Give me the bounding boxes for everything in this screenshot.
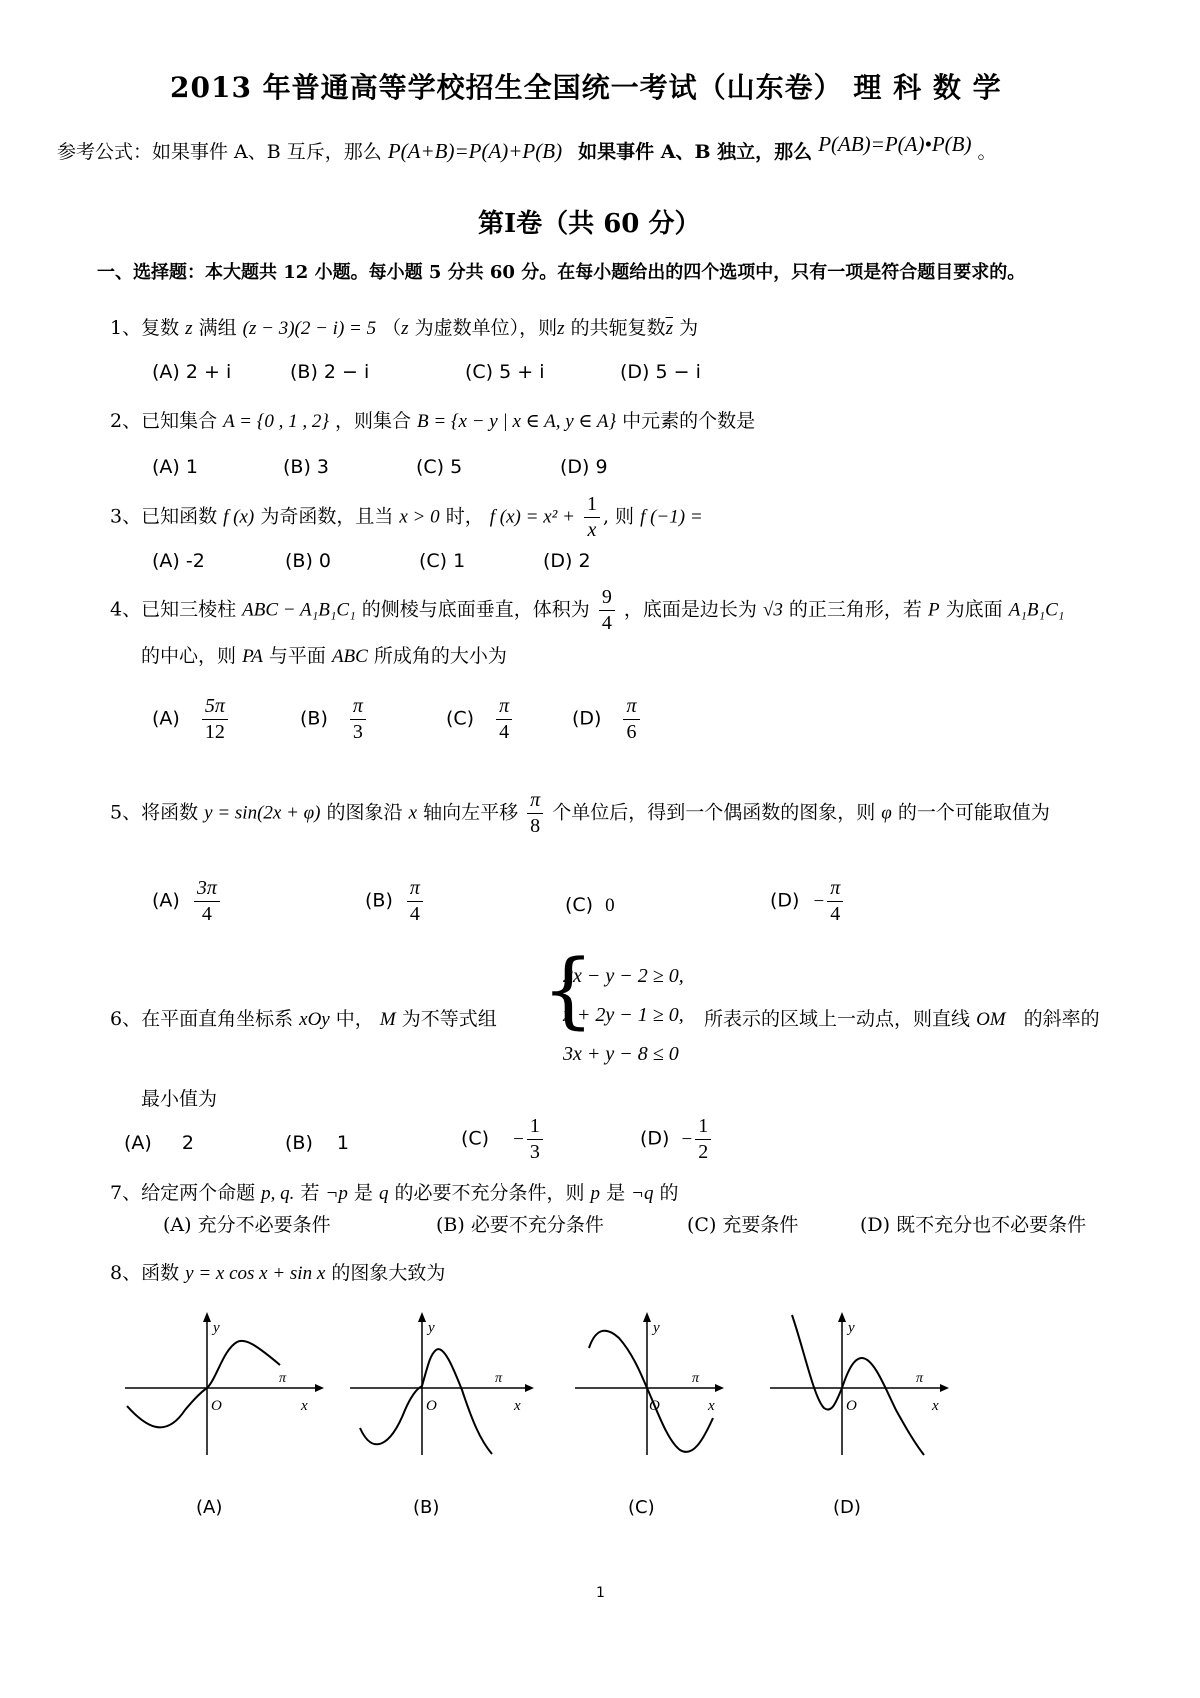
graph-label-b: (B): [413, 1497, 440, 1518]
option-fraction: [496, 694, 512, 745]
fraction-numerator: π: [527, 788, 543, 814]
q1-option-c: (C) 5 + i: [465, 361, 545, 383]
q6-text: 中，: [335, 1008, 374, 1030]
fraction-numerator: 5π: [202, 694, 228, 720]
option-label: (C): [446, 707, 475, 730]
q1-var: z: [557, 318, 565, 339]
origin-label: O: [846, 1398, 857, 1414]
q5-option-b: [365, 876, 426, 927]
fraction-denominator: 3: [352, 721, 363, 743]
fraction-numerator: 9: [599, 585, 615, 611]
q1-text: 为: [679, 317, 699, 339]
instructions: 一、选择题：本大题共 12 小题。每小题 5 分共 60 分。在每小题给出的四个选项中，只有一项是符合题目要求的。: [97, 262, 1026, 283]
option-label: (A): [152, 889, 180, 912]
x-label: x: [514, 1398, 521, 1414]
q5-text: 的一个可能取值为: [897, 801, 1050, 824]
pi-label: π: [916, 1371, 924, 1386]
q7-neg-p: ¬p: [325, 1183, 348, 1204]
q5-text: 的图象沿: [326, 801, 403, 824]
q2-text: 2、已知集合: [110, 410, 218, 432]
q4-text: 所成角的大小为: [373, 645, 507, 667]
q7-neg-q: ¬q: [631, 1183, 654, 1204]
y-arrow-icon: [418, 1312, 426, 1322]
question-7: [110, 1178, 679, 1205]
fraction-numerator: π: [623, 694, 639, 720]
q3-option-c: (C) 1: [419, 550, 466, 572]
q3-text: , 则: [602, 505, 635, 528]
q4-text: 的正三角形，若: [788, 598, 922, 621]
option-fraction: [202, 694, 228, 745]
q5-var: x: [408, 802, 418, 824]
option-label: (C): [565, 894, 594, 916]
option-sign: −: [681, 1128, 693, 1150]
q4-volume-fraction: [599, 585, 615, 636]
q3-text: 3、已知函数: [110, 505, 218, 528]
q2-option-b: (B) 3: [283, 456, 329, 478]
q1-var: z: [185, 318, 193, 339]
q4-text: 的中心，则: [141, 645, 237, 667]
question-4-line-2: [141, 641, 507, 668]
q7-option-b: (B) 必要不充分条件: [436, 1214, 604, 1236]
q6-inequality-3: 3x + y − 8 ≤ 0: [563, 1043, 679, 1065]
q4-option-b: [300, 694, 369, 745]
q1-text: （: [382, 317, 402, 339]
option-sign: −: [513, 1128, 524, 1150]
q6-text: 所表示的区域上一动点，则直线: [704, 1008, 971, 1030]
q2-option-c: (C) 5: [416, 456, 463, 478]
fraction-denominator: 12: [204, 721, 225, 743]
q4-plane: ABC: [331, 646, 368, 667]
q6-text: 6、在平面直角坐标系: [110, 1008, 294, 1030]
q4-option-c: [446, 694, 515, 745]
q4-line: PA: [242, 646, 263, 667]
option-fraction: [827, 876, 843, 927]
y-label: y: [428, 1320, 435, 1336]
q8-graph-c: [575, 1310, 785, 1469]
ref-prefix: 参考公式：如果事件 A、B 互斥，那么: [57, 141, 382, 163]
fraction-numerator: π: [407, 876, 423, 902]
q1-text: 1、复数: [110, 317, 180, 339]
fraction-denominator: 3: [529, 1141, 540, 1163]
q8-graph-b: [350, 1310, 560, 1469]
option-label: (B): [365, 889, 393, 912]
option-value: 1: [336, 1132, 349, 1154]
q1-conjugate: $\overline{z}$: [665, 318, 674, 339]
q7-option-a: (A) 充分不必要条件: [163, 1214, 331, 1236]
ref-formula-2: P(AB)=P(A)•P(B): [818, 132, 972, 156]
q1-equation: (z − 3)(2 − i) = 5: [242, 318, 377, 339]
q2-set-b: B = {x − y | x ∈ A, y ∈ A}: [417, 411, 617, 432]
fraction-numerator: 1: [695, 1114, 711, 1140]
ref-mid: 如果事件 A、B 独立，那么: [578, 141, 813, 163]
q1-text: 的共轭复数: [570, 317, 666, 339]
option-value: 2: [181, 1132, 194, 1154]
pi-label: π: [692, 1371, 700, 1386]
option-fraction: [527, 1114, 543, 1165]
q2-set-a: A = {0 , 1 , 2}: [223, 411, 329, 432]
fraction-denominator: 4: [201, 903, 212, 925]
page-number: 1: [596, 1585, 605, 1601]
option-label: (C): [461, 1127, 490, 1150]
q6-coord: xOy: [299, 1009, 330, 1030]
q4-sqrt: √3: [762, 599, 783, 621]
x-arrow-icon: [940, 1384, 949, 1392]
q8-text: 的图象大致为: [331, 1262, 446, 1284]
q4-base: A₁B₁C₁: [1008, 599, 1065, 621]
option-fraction: [350, 694, 366, 745]
q7-option-c: (C) 充要条件: [687, 1214, 799, 1236]
x-arrow-icon: [525, 1384, 534, 1392]
q6-option-a: [124, 1132, 194, 1154]
reference-formulas: [57, 132, 997, 164]
ref-formula-1: P(A+B)=P(A)+P(B): [387, 139, 563, 163]
option-label: (D): [640, 1127, 670, 1150]
origin-label: O: [426, 1398, 437, 1414]
x-label: x: [932, 1398, 939, 1414]
curve: [589, 1331, 713, 1452]
curve: [127, 1341, 280, 1427]
graph-svg: [575, 1310, 785, 1465]
q8-graph-d: [770, 1310, 980, 1469]
fraction-denominator: 6: [626, 721, 637, 743]
q2-text: ，则集合: [334, 410, 411, 432]
q3-text: 时，: [445, 505, 484, 528]
y-arrow-icon: [203, 1312, 211, 1322]
pi-label: π: [279, 1371, 287, 1386]
q3-option-b: (B) 0: [285, 550, 331, 572]
question-5: [110, 788, 1050, 839]
section-title: 第Ⅰ卷（共 60 分）: [478, 209, 701, 239]
q5-option-d: [770, 876, 846, 927]
question-4: [110, 585, 1064, 636]
q5-text: 轴向左平移: [423, 801, 519, 824]
option-value: 0: [605, 895, 615, 916]
fraction-numerator: π: [827, 876, 843, 902]
option-label: (A): [152, 707, 180, 730]
q6-option-d: [640, 1114, 714, 1165]
y-arrow-icon: [643, 1312, 651, 1322]
q1-option-a: (A) 2 + i: [152, 361, 232, 383]
graph-label-a: (A): [196, 1497, 223, 1518]
fraction-denominator: 4: [601, 612, 612, 634]
origin-label: O: [211, 1398, 222, 1414]
q6-point: M: [379, 1009, 396, 1030]
q1-option-b: (B) 2 − i: [290, 361, 370, 383]
q3-target: f (−1) =: [640, 506, 703, 528]
q2-option-a: (A) 1: [152, 456, 198, 478]
q6-option-b: [285, 1132, 349, 1154]
option-fraction: [695, 1114, 711, 1165]
q7-q: q: [378, 1183, 389, 1204]
fraction-numerator: π: [350, 694, 366, 720]
q7-text: 若: [300, 1182, 320, 1204]
q4-text: ，底面是边长为: [623, 598, 757, 621]
x-label: x: [301, 1398, 308, 1414]
q5-option-c: [565, 894, 615, 917]
q1-option-d: (D) 5 − i: [620, 361, 701, 383]
q4-text: 的侧棱与底面垂直，体积为: [361, 598, 590, 621]
q1-var: z: [401, 318, 409, 339]
q6-inequality-1: 2x − y − 2 ≥ 0,: [563, 965, 684, 987]
q6-line: OM: [976, 1009, 1006, 1030]
q7-text: 的: [659, 1182, 679, 1204]
fraction-denominator: x: [587, 519, 597, 541]
question-2: [110, 406, 755, 433]
curve: [792, 1315, 924, 1455]
q8-func: y = x cos x + sin x: [185, 1263, 326, 1284]
option-label: (B): [285, 1132, 313, 1154]
question-6: [110, 1004, 497, 1031]
q2-text: 中元素的个数是: [622, 410, 756, 432]
q5-text: 5、将函数: [110, 801, 199, 824]
q7-text: 是: [606, 1182, 626, 1204]
fraction-denominator: 8: [530, 815, 541, 837]
q6-line-2: 最小值为: [141, 1088, 218, 1110]
y-label: y: [848, 1320, 855, 1336]
question-1: [110, 313, 698, 340]
q2-option-d: (D) 9: [560, 456, 608, 478]
q7-text: 7、给定两个命题: [110, 1182, 256, 1204]
option-fraction: [623, 694, 639, 745]
y-label: y: [213, 1320, 220, 1336]
q7-p: p: [590, 1183, 601, 1204]
q4-prism: ABC − A₁B₁C₁: [242, 599, 356, 621]
q7-text: 是: [353, 1182, 373, 1204]
fraction-numerator: 1: [584, 492, 600, 518]
option-label: (A): [124, 1132, 152, 1154]
fraction-denominator: 2: [698, 1141, 709, 1163]
q1-text: 满组: [198, 317, 237, 339]
q3-option-d: (D) 2: [543, 550, 591, 572]
option-label: (D): [572, 707, 602, 730]
graph-svg: [350, 1310, 560, 1465]
q3-func: f (x): [223, 506, 255, 528]
q5-var: φ: [881, 802, 892, 824]
question-6-cont: [704, 1004, 1100, 1031]
q6-option-c: [461, 1114, 546, 1165]
graph-label-c: (C): [628, 1497, 655, 1518]
q5-option-a: [152, 876, 223, 927]
q7-option-d: (D) 既不充分也不必要条件: [860, 1214, 1087, 1236]
ref-end: 。: [977, 141, 997, 163]
q7-props: p, q.: [261, 1183, 295, 1204]
graph-label-d: (D): [833, 1497, 861, 1518]
q4-text: 为底面: [945, 598, 1003, 621]
option-sign: −: [813, 890, 825, 912]
option-fraction: [194, 876, 220, 927]
q3-formula: f (x) = x² +: [489, 506, 575, 528]
q1-text: 为虚数单位），则: [414, 317, 558, 339]
q3-option-a: (A) -2: [152, 550, 205, 572]
fraction-numerator: 1: [527, 1114, 543, 1140]
q6-text: 为不等式组: [401, 1008, 497, 1030]
page-title: 2013 年普通高等学校招生全国统一考试（山东卷） 理 科 数 学: [170, 71, 1002, 104]
q4-point: P: [927, 599, 940, 621]
q8-graph-a: [125, 1310, 335, 1469]
option-label: (B): [300, 707, 328, 730]
q4-text: 4、已知三棱柱: [110, 598, 237, 621]
graph-svg: [125, 1310, 335, 1465]
fraction-denominator: 4: [499, 721, 510, 743]
q3-fraction: [584, 492, 600, 543]
q7-text: 的必要不充分条件，则: [394, 1182, 585, 1204]
x-label: x: [708, 1398, 715, 1414]
q6-inequality-2: x + 2y − 1 ≥ 0,: [563, 1004, 684, 1026]
fraction-denominator: 4: [409, 903, 420, 925]
q5-text: 个单位后，得到一个偶函数的图象，则: [552, 801, 876, 824]
q5-func: y = sin(2x + φ): [204, 802, 321, 824]
q8-text: 8、函数: [110, 1262, 180, 1284]
q3-cond: x > 0: [399, 506, 440, 528]
option-fraction: [407, 876, 423, 927]
fraction-denominator: 4: [830, 903, 841, 925]
y-arrow-icon: [838, 1312, 846, 1322]
question-3: [110, 492, 703, 543]
pi-label: π: [495, 1371, 503, 1386]
q3-text: 为奇函数，且当: [260, 505, 394, 528]
fraction-numerator: π: [496, 694, 512, 720]
q5-shift-fraction: [527, 788, 543, 839]
q4-option-d: [572, 694, 643, 745]
q4-text: 与平面: [268, 645, 326, 667]
question-8: [110, 1258, 445, 1285]
option-label: (D): [770, 889, 800, 912]
q6-brace: {: [542, 943, 595, 1038]
fraction-numerator: 3π: [194, 876, 220, 902]
x-arrow-icon: [315, 1384, 324, 1392]
graph-svg: [770, 1310, 980, 1465]
y-label: y: [653, 1320, 660, 1336]
q4-option-a: [152, 694, 231, 745]
origin-label: O: [649, 1398, 660, 1414]
q6-text: 的斜率的: [1023, 1008, 1100, 1030]
x-arrow-icon: [715, 1384, 724, 1392]
